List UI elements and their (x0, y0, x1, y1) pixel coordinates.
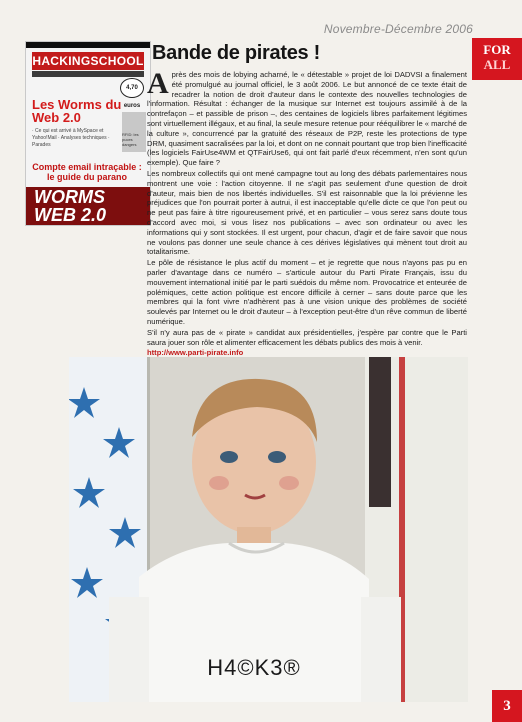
section-tab-line2: ALL (483, 57, 511, 72)
cover-headline: Les Worms du Web 2.0 (32, 97, 122, 125)
cover-headline-2: Compte email intraçable : le guide du parano (32, 162, 142, 182)
cover-bullets: · Ce qui est arrivé à MySpace et Yahoo!Mail · Analyses techniques · Parades (32, 128, 110, 148)
paragraph-1 (147, 67, 468, 168)
issue-date: Novembre-Décembre 2006 (323, 22, 473, 36)
paragraph-1-text: près des mois de lobying acharné, le « détestable » projet de loi DADVSI a finalement été promulgué au journal officiel, le 3 août 2006. Le but annoncé de ce texte était de recadrer la notion de droit d'auteur dans le contexte des nouvelles technologies de l'information. Résultat : échanger de la musique sur Internet est toujours assimilé à de la contrefaçon – et passible de prison –, des centaines de logiciels libres parfaitement légitimes sont virtuellement illégaux, et au final, la seule mesure retenue pour rééquilibrer le « marché de la culture », concurrencé par la gratuité des réseaux de P2P, reste les protections de type DRM, quasiment sacralisées par la loi, et dont on ne connait pourtant que trop bien l'inefficacité (les logiciels FairUse4WM et QTFairUse6, qui ont fait parlé d'eux récemment, n'en sont qu'un exemple). Que faire ? (147, 70, 468, 168)
article-body (147, 67, 468, 359)
cover-price-badge: 4,70 euros (120, 78, 144, 98)
section-tab (472, 38, 522, 80)
cover-brand: HACKINGSCHOOL (32, 54, 144, 68)
paragraph-2: Les nombreux collectifs qui ont mené campagne tout au long des débats parlementaires nous montrent une voie : l'action citoyenne. Il ne s'agit pas seulement d'une question de droit d'auteur, mais bien de nos libertés individuelles. S'il est raisonnable que la loi prévienne les préjudices que l'on pourrait porter à autrui, il est inacceptable qu'elle dicte ce que l'on peut ou ne peut pas faire à titre rigoureusement privé, et en particulier – vous serez sans doute tous d'accord avec moi, si vous lisez nos publications – avec son ordinateur ou avec les informations qui y sont stockées. Il est urgent, pour chacun, d'agir et de faire savoir que nous ne voulons pas donner une seule chance à ces dérives législatives qui mènent tout droit au totalitarisme. (147, 168, 467, 257)
section-tab-line1: FOR (483, 42, 511, 57)
parti-pirate-link[interactable]: http://www.parti-pirate.info (147, 348, 244, 358)
cover-subbar (32, 71, 144, 77)
cover-big-line1: WORMS (34, 187, 105, 207)
cover-big-line2: WEB 2.0 (34, 205, 107, 225)
shirt-text: H4©K3® (207, 655, 301, 680)
cover-top-strip (26, 42, 150, 48)
magazine-cover (25, 41, 151, 226)
drop-cap: A (147, 67, 169, 100)
paragraph-3: Le pôle de résistance le plus actif du moment – et je regrette que nous n'ayons pas pu en parler d'avantage dans ce numéro – s'articule autour du Parti Pirate Français, issu du mouvement international initié par le parti suédois du même nom. Provocatrice et enteurée de polémiques, cette action politique est encore difficile à cerner – sans doute parce que les membres qui la font vivre n'adhèrent pas à une vision unique des problèmes de société soulevés par Internet ou le droit d'auteur – à l'exception peut-être d'un rêve commun de liberté numérique. (147, 258, 467, 326)
cover-big-title (26, 187, 150, 225)
paragraph-4: S'il n'y aura pas de « pirate » candidat aux présidentielles, j'espère par contre que le Parti saura jouer son rôle et alimenter efficacement les débats publics des mois à venir. (147, 327, 467, 347)
child-photo (69, 357, 468, 702)
cover-side-box: RFID: les puces dangers (122, 112, 146, 152)
page-number: 3 (492, 690, 522, 722)
article-title: Bande de pirates ! (152, 42, 320, 64)
